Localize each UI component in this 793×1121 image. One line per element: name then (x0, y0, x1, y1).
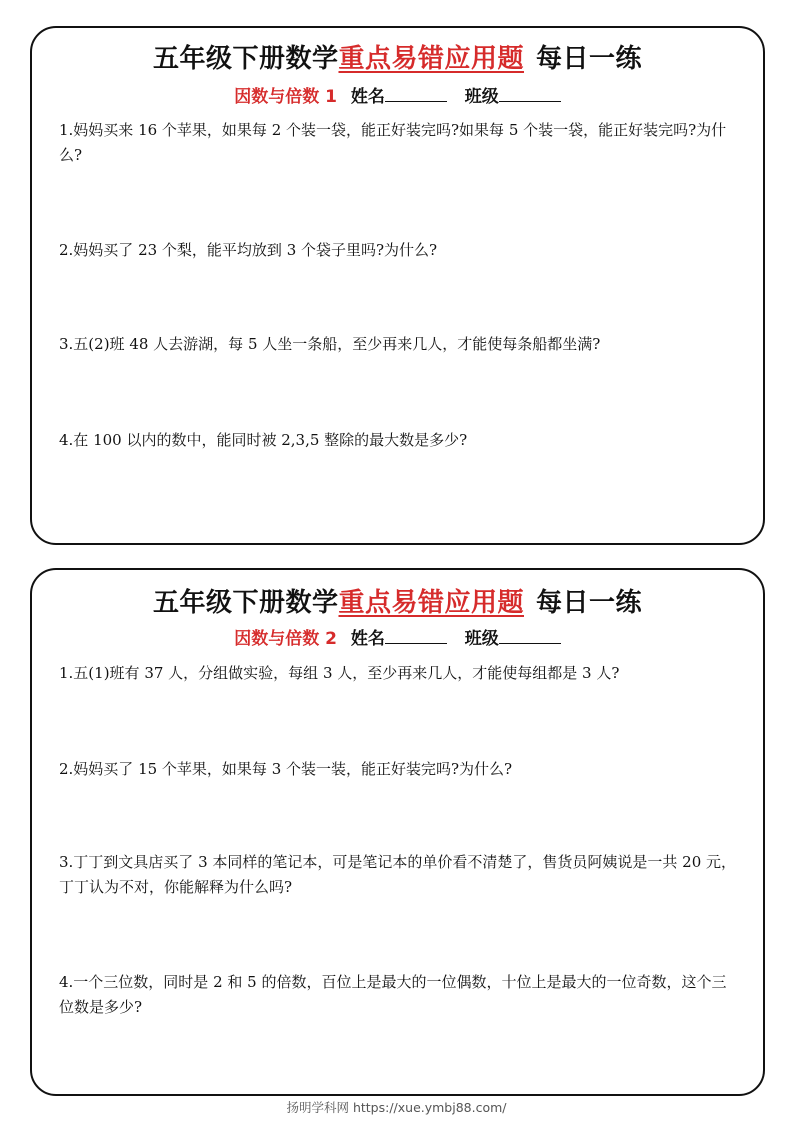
card-subtitle (32, 624, 763, 649)
name-blank[interactable] (385, 629, 447, 644)
name-label: 姓名 (350, 629, 385, 649)
class-blank[interactable] (499, 629, 561, 644)
footer-watermark: 扬明学科网 https://xue.ymbj88.com/ (286, 1100, 507, 1115)
title-highlight: 重点易错应用题 (338, 44, 524, 74)
card-title (32, 38, 763, 75)
card-subtitle (32, 82, 763, 107)
name-blank[interactable] (385, 87, 447, 102)
question-2: 2.妈妈买了 15 个苹果，如果每 3 个装一装，能正好装完吗?为什么? (59, 760, 513, 778)
question-4: 4.在 100 以内的数中，能同时被 2,3,5 整除的最大数是多少? (59, 431, 468, 449)
question-3: 3.丁丁到文具店买了 3 本同样的笔记本，可是笔记本的单价看不清楚了，售货员阿姨说是一共 20 元，丁丁认为不对，你能解释为什么吗? (59, 853, 737, 896)
title-prefix: 五年级下册数学 (152, 44, 339, 74)
worksheet-card-1 (30, 26, 765, 545)
class-label: 班级 (464, 87, 499, 107)
question-4: 4.一个三位数，同时是 2 和 5 的倍数，百位上是最大的一位偶数，十位上是最大的一位奇数，这个三位数是多少? (59, 973, 727, 1016)
topic-label: 因数与倍数 1 (234, 87, 337, 107)
question-1: 1.妈妈买来 16 个苹果，如果每 2 个装一袋，能正好装完吗?如果每 5 个装一袋，能正好装完吗?为什么? (59, 121, 727, 164)
topic-label: 因数与倍数 2 (234, 629, 337, 649)
title-suffix: 每日一练 (536, 588, 643, 618)
question-3: 3.五(2)班 48 人去游湖，每 5 人坐一条船，至少再来几人，才能使每条船都坐满? (59, 335, 601, 353)
class-blank[interactable] (499, 87, 561, 102)
title-highlight: 重点易错应用题 (338, 588, 524, 618)
card-title (32, 582, 763, 619)
title-prefix: 五年级下册数学 (152, 588, 339, 618)
question-2: 2.妈妈买了 23 个梨，能平均放到 3 个袋子里吗?为什么? (59, 241, 438, 259)
title-suffix: 每日一练 (536, 44, 643, 74)
worksheet-card-2 (30, 568, 765, 1096)
question-1: 1.五(1)班有 37 人，分组做实验，每组 3 人，至少再来几人，才能使每组都是 3 人? (59, 664, 620, 682)
class-label: 班级 (464, 629, 499, 649)
name-label: 姓名 (350, 87, 385, 107)
